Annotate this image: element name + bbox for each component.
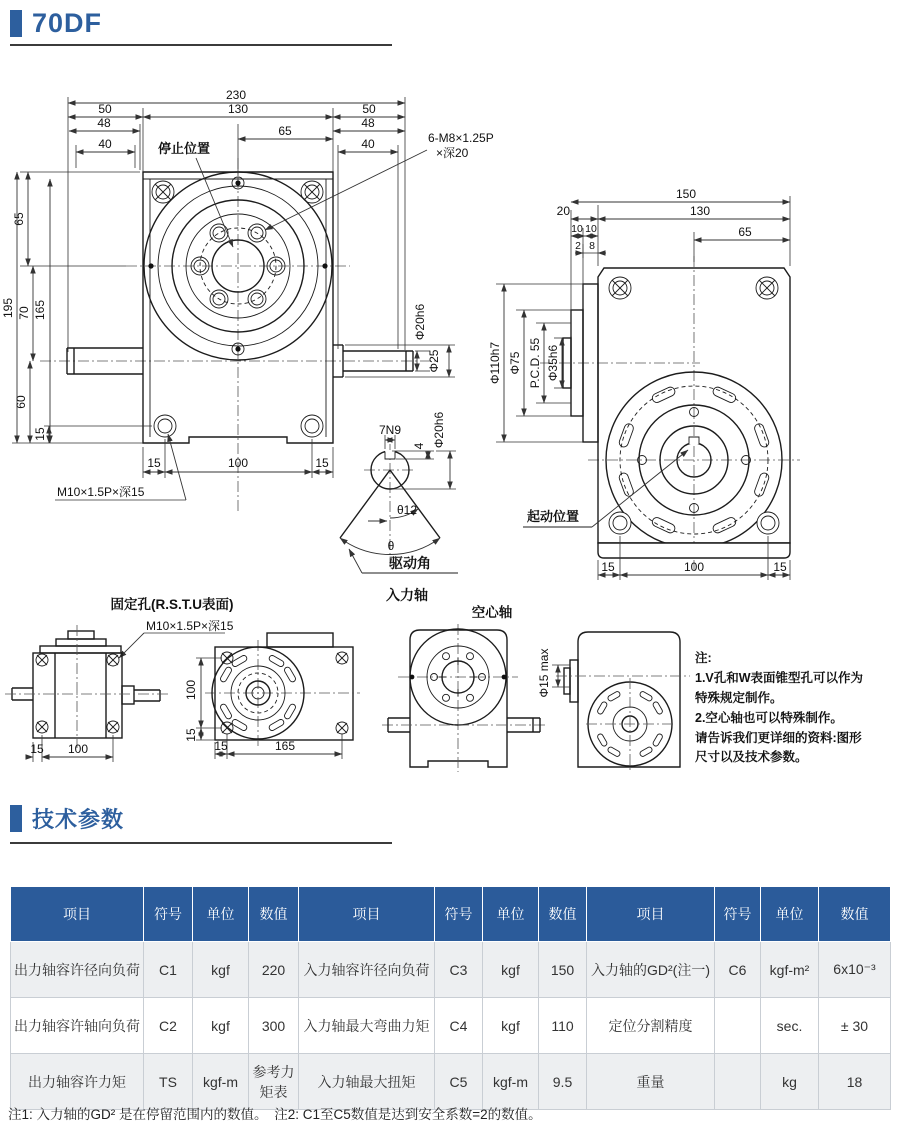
fixing-holes-title: 固定孔(R.S.T.U表面) [110, 597, 234, 612]
cell: 入力轴的GD²(注一) [587, 942, 715, 998]
cell [715, 998, 761, 1054]
cell: 18 [819, 1054, 891, 1110]
dim-side-65: 65 [738, 225, 752, 239]
dim-50-left: 50 [98, 102, 112, 116]
fixing-holes-view [5, 596, 234, 762]
column-header: 符号 [144, 887, 193, 942]
column-header: 项目 [299, 887, 435, 942]
technical-drawing [0, 60, 900, 795]
column-header: 项目 [587, 887, 715, 942]
cell: 入力轴容许径向负荷 [299, 942, 435, 998]
dim-face-b15: 15 [214, 739, 228, 753]
cell: 9.5 [539, 1054, 587, 1110]
fixing-tap-note: M10×1.5P×深15 [146, 619, 234, 633]
cell: kgf [193, 998, 249, 1054]
dim-48-left: 48 [97, 116, 111, 130]
dim-side-b100: 100 [683, 560, 705, 574]
dim-pcd55: P.C.D. 55 [528, 337, 542, 389]
note-line-1: 1.V孔和W表面锥型孔可以作为 [695, 671, 864, 685]
section-header-parameters [10, 803, 124, 834]
page-title: 70DF [32, 8, 103, 38]
tap-note: M10×1.5P×深15 [57, 485, 145, 499]
drive-angle-label: 驱动角 [389, 555, 431, 571]
dim-key-depth: 4 [412, 442, 426, 450]
dim-v65: 65 [12, 212, 26, 226]
column-header: 项目 [11, 887, 144, 942]
dim-v60: 60 [14, 395, 28, 409]
title-rule [10, 44, 392, 46]
input-shaft-label: 入力轴 [386, 587, 428, 603]
dim-side-130: 130 [689, 204, 711, 218]
cell: 重量 [587, 1054, 715, 1110]
dim-side-20: 20 [556, 204, 570, 218]
cell: C2 [144, 998, 193, 1054]
dim-dia35: Φ35h6 [546, 344, 560, 382]
note-line-4: 请告诉我们更详细的资料:图形 [695, 731, 862, 745]
dim-shaft-20h6: Φ20h6 [413, 303, 427, 341]
cell: 300 [249, 998, 299, 1054]
cell: C4 [435, 998, 483, 1054]
cell: 入力轴最大弯曲力矩 [299, 998, 435, 1054]
dim-side-2: 2 [575, 240, 581, 252]
dim-shaft-25: Φ25 [427, 349, 441, 373]
start-position-label: 起动位置 [526, 509, 580, 524]
hollow-shaft-title: 空心轴 [471, 605, 513, 620]
dim-50-right: 50 [362, 102, 376, 116]
cell: 出力轴容许径向负荷 [11, 942, 144, 998]
dim-48-right: 48 [361, 116, 375, 130]
cell: kgf-m [193, 1054, 249, 1110]
cell: 220 [249, 942, 299, 998]
cell: 入力轴最大扭矩 [299, 1054, 435, 1110]
hollow-shaft-view [382, 604, 548, 772]
input-shaft-detail [340, 412, 458, 603]
section-marker [10, 805, 22, 832]
dim-theta12: θ12 [396, 503, 418, 517]
parameters-table [10, 886, 891, 1110]
cell: ± 30 [819, 998, 891, 1054]
column-header: 符号 [435, 887, 483, 942]
column-header: 单位 [483, 887, 539, 942]
dim-face-165: 165 [274, 739, 296, 753]
table-footnote: 注1: 入力轴的GD² 是在停留范围内的数值。 注2: C1至C5数值是达到安全系数=2的数值。 [8, 1107, 542, 1122]
table-row [11, 998, 891, 1054]
column-header: 数值 [249, 887, 299, 942]
note-line-0: 注: [695, 651, 712, 665]
dim-hollow-15max: Φ15 max [537, 648, 551, 698]
cell: kgf-m² [761, 942, 819, 998]
section-title: 技术参数 [32, 807, 125, 832]
dim-side-8: 8 [589, 240, 595, 252]
cell: C3 [435, 942, 483, 998]
dim-230: 230 [225, 88, 247, 102]
cell: 150 [539, 942, 587, 998]
cell: C5 [435, 1054, 483, 1110]
table-header-row [11, 887, 891, 942]
column-header: 符号 [715, 887, 761, 942]
dim-150: 150 [675, 187, 697, 201]
hollow-side-view [537, 632, 690, 770]
cell: kg [761, 1054, 819, 1110]
cell: 参考力矩表 [249, 1054, 299, 1110]
cell: 110 [539, 998, 587, 1054]
dim-b100: 100 [227, 456, 249, 470]
dim-face-15: 15 [184, 728, 198, 742]
note-line-3: 2.空心轴也可以特殊制作。 [695, 711, 843, 725]
dim-fix-100: 100 [67, 742, 89, 756]
cell: kgf [483, 942, 539, 998]
page-header [10, 8, 102, 39]
dim-fix-15: 15 [30, 742, 44, 756]
cell [715, 1054, 761, 1110]
dim-v165: 165 [33, 299, 47, 321]
dim-130: 130 [227, 102, 249, 116]
dim-dia75: Φ75 [508, 351, 522, 375]
column-header: 数值 [539, 887, 587, 942]
side-view [488, 187, 800, 580]
dim-b15b: 15 [315, 456, 329, 470]
dim-theta: θ [387, 539, 395, 553]
drawing-notes [695, 650, 864, 764]
dim-v195: 195 [1, 297, 15, 319]
cell: 6x10⁻³ [819, 942, 891, 998]
cell: sec. [761, 998, 819, 1054]
column-header: 单位 [193, 887, 249, 942]
section-marker [10, 10, 22, 37]
bolt-note-line2: ×深20 [436, 146, 469, 160]
cell: kgf [483, 998, 539, 1054]
dim-v70: 70 [17, 306, 31, 320]
dim-side-b15b: 15 [773, 560, 787, 574]
dim-v15: 15 [33, 427, 47, 441]
dim-65-top: 65 [278, 124, 292, 138]
dim-side-10b: 10 [585, 223, 597, 235]
bolt-note-line1: 6-M8×1.25P [428, 131, 494, 145]
dim-face-100: 100 [184, 679, 198, 701]
dim-40-right: 40 [361, 137, 375, 151]
dim-40-left: 40 [98, 137, 112, 151]
flange-face-view [184, 633, 360, 759]
cell: kgf [193, 942, 249, 998]
table-row [11, 1054, 891, 1110]
cell: C1 [144, 942, 193, 998]
stop-position-label: 停止位置 [158, 141, 211, 156]
dim-side-10a: 10 [571, 223, 583, 235]
cell: 出力轴容许轴向负荷 [11, 998, 144, 1054]
dim-keyway-7n9: 7N9 [378, 423, 402, 437]
column-header: 数值 [819, 887, 891, 942]
dim-input-dia: Φ20h6 [432, 411, 446, 449]
column-header: 单位 [761, 887, 819, 942]
cell: C6 [715, 942, 761, 998]
table-row [11, 942, 891, 998]
dim-dia110: Φ110h7 [488, 341, 502, 385]
dim-b15a: 15 [147, 456, 161, 470]
cell: kgf-m [483, 1054, 539, 1110]
note-line-5: 尺寸以及技术参数。 [695, 750, 808, 764]
cell: TS [144, 1054, 193, 1110]
cell: 定位分割精度 [587, 998, 715, 1054]
section-rule [10, 842, 392, 844]
cell: 出力轴容许力矩 [11, 1054, 144, 1110]
dim-side-b15a: 15 [601, 560, 615, 574]
note-line-2: 特殊规定制作。 [695, 691, 783, 705]
